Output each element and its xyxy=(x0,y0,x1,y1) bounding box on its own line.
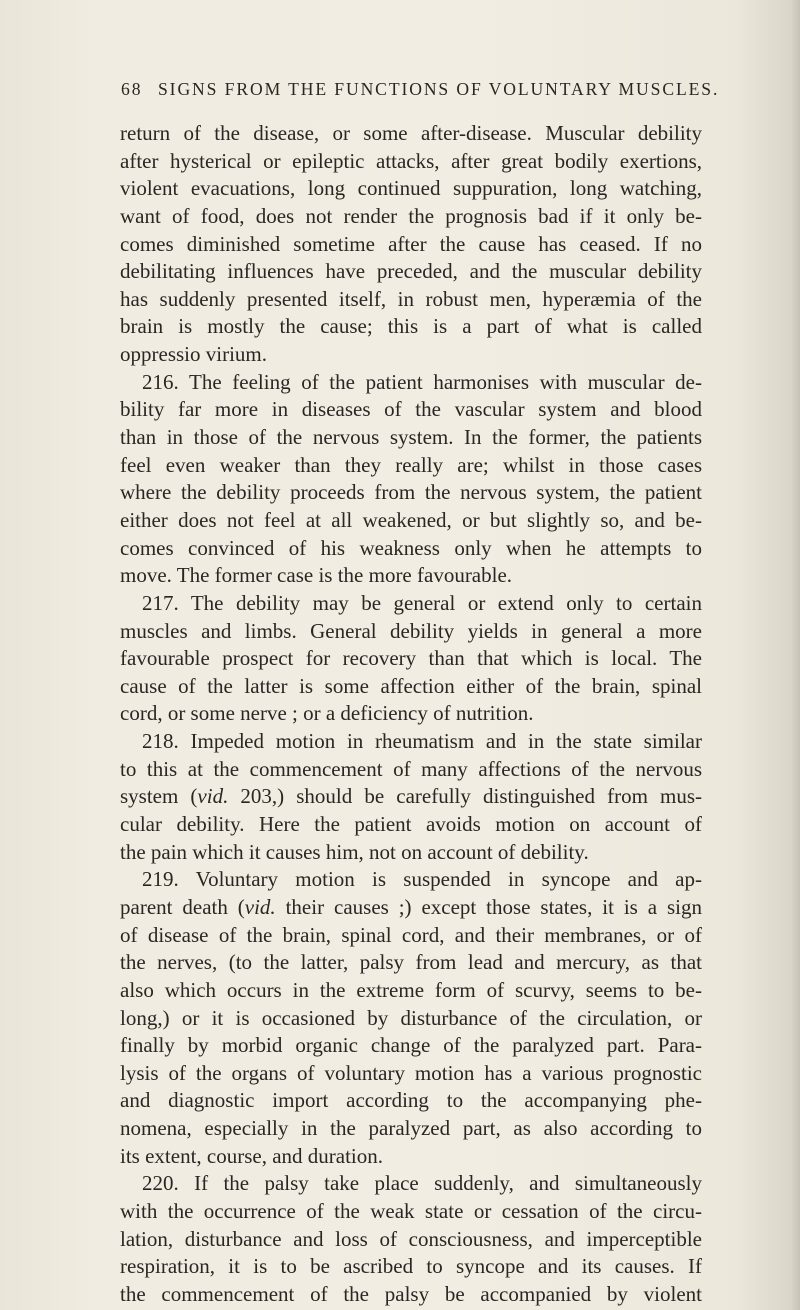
text-line: respiration, it is to be ascribed to syncope and its causes. If xyxy=(120,1254,702,1279)
text-line: brain is mostly the cause; this is a part of what is called xyxy=(120,314,702,339)
text-line: violent evacuations, long continued suppuration, long watching, xyxy=(120,176,702,201)
text-line: and diagnostic import according to the accompanying phe- xyxy=(120,1088,702,1113)
running-head xyxy=(121,79,720,103)
text-line: lation, disturbance and loss of consciousness, and imperceptible xyxy=(120,1226,702,1251)
text-line: parent death (vid. their causes ;) except those states, it is a sign xyxy=(120,894,702,919)
paragraph-217-start: 217. The debility may be general or extend only to certain xyxy=(142,590,702,615)
paragraph-219-start: 219. Voluntary motion is suspended in syncope and ap- xyxy=(142,867,702,892)
text-line: than in those of the nervous system. In the former, the patients xyxy=(120,425,702,450)
text-line: the commencement of the palsy be accompanied by violent xyxy=(120,1281,702,1306)
page-number: 68 xyxy=(121,79,143,99)
text-line: debilitating influences have preceded, and the muscular debility xyxy=(120,259,702,284)
text-line: with the occurrence of the weak state or cessation of the circu- xyxy=(120,1198,702,1223)
text-line: comes diminished sometime after the cause has ceased. If no xyxy=(120,231,702,256)
text-line: to this at the commencement of many affections of the nervous xyxy=(120,756,702,781)
text-line: its extent, course, and duration. xyxy=(120,1143,384,1168)
text-line: cular debility. Here the patient avoids motion on account of xyxy=(120,812,702,837)
body-text xyxy=(120,120,702,1309)
text-line: after hysterical or epileptic attacks, after great bodily exertions, xyxy=(120,148,702,173)
paragraph-218-start: 218. Impeded motion in rheumatism and in the state similar xyxy=(142,729,702,754)
text-line: feel even weaker than they really are; whilst in those cases xyxy=(120,452,702,477)
text-line: favourable prospect for recovery than that which is local. The xyxy=(120,646,702,671)
text-line: want of food, does not render the prognosis bad if it only be- xyxy=(120,203,702,228)
text-line: of disease of the brain, spinal cord, and their membranes, or of xyxy=(120,922,702,947)
text-line: system (vid. 203,) should be carefully distinguished from mus- xyxy=(120,784,702,809)
text-line: comes convinced of his weakness only when he attempts to xyxy=(120,535,702,560)
page-edge-shadow xyxy=(790,0,800,1310)
text-line: has suddenly presented itself, in robust men, hyperæmia of the xyxy=(120,286,702,311)
text-line: cord, or some nerve ; or a deficiency of nutrition. xyxy=(120,701,534,726)
text-line: either does not feel at all weakened, or but slightly so, and be- xyxy=(120,507,702,532)
text-line: return of the disease, or some after-disease. Muscular debility xyxy=(120,121,702,145)
text-line: the nerves, (to the latter, palsy from lead and mercury, as that xyxy=(120,950,702,975)
text-line: cause of the latter is some affection either of the brain, spinal xyxy=(120,673,702,698)
text-line: where the debility proceeds from the nervous system, the patient xyxy=(120,480,702,505)
paragraph-220-start: 220. If the palsy take place suddenly, and simultaneously xyxy=(142,1171,702,1196)
text-line: move. The former case is the more favourable. xyxy=(120,563,513,588)
paragraph-216-start: 216. The feeling of the patient harmonises with muscular de- xyxy=(142,369,702,394)
text-line: also which occurs in the extreme form of scurvy, seems to be- xyxy=(120,977,702,1002)
text-line: finally by morbid organic change of the paralyzed part. Para- xyxy=(120,1033,702,1058)
text-line: lysis of the organs of voluntary motion has a various prognostic xyxy=(120,1060,702,1085)
text-line: muscles and limbs. General debility yields in general a more xyxy=(120,618,702,643)
text-line: the pain which it causes him, not on account of debility. xyxy=(120,839,589,864)
text-line: long,) or it is occasioned by disturbance of the circulation, or xyxy=(120,1005,702,1030)
text-line: bility far more in diseases of the vascular system and blood xyxy=(120,397,702,422)
text-line: oppressio virium. xyxy=(120,342,267,367)
running-title: SIGNS FROM THE FUNCTIONS OF VOLUNTARY MUSCLES. xyxy=(158,79,720,99)
text-line: nomena, especially in the paralyzed part, as also according to xyxy=(120,1116,702,1141)
